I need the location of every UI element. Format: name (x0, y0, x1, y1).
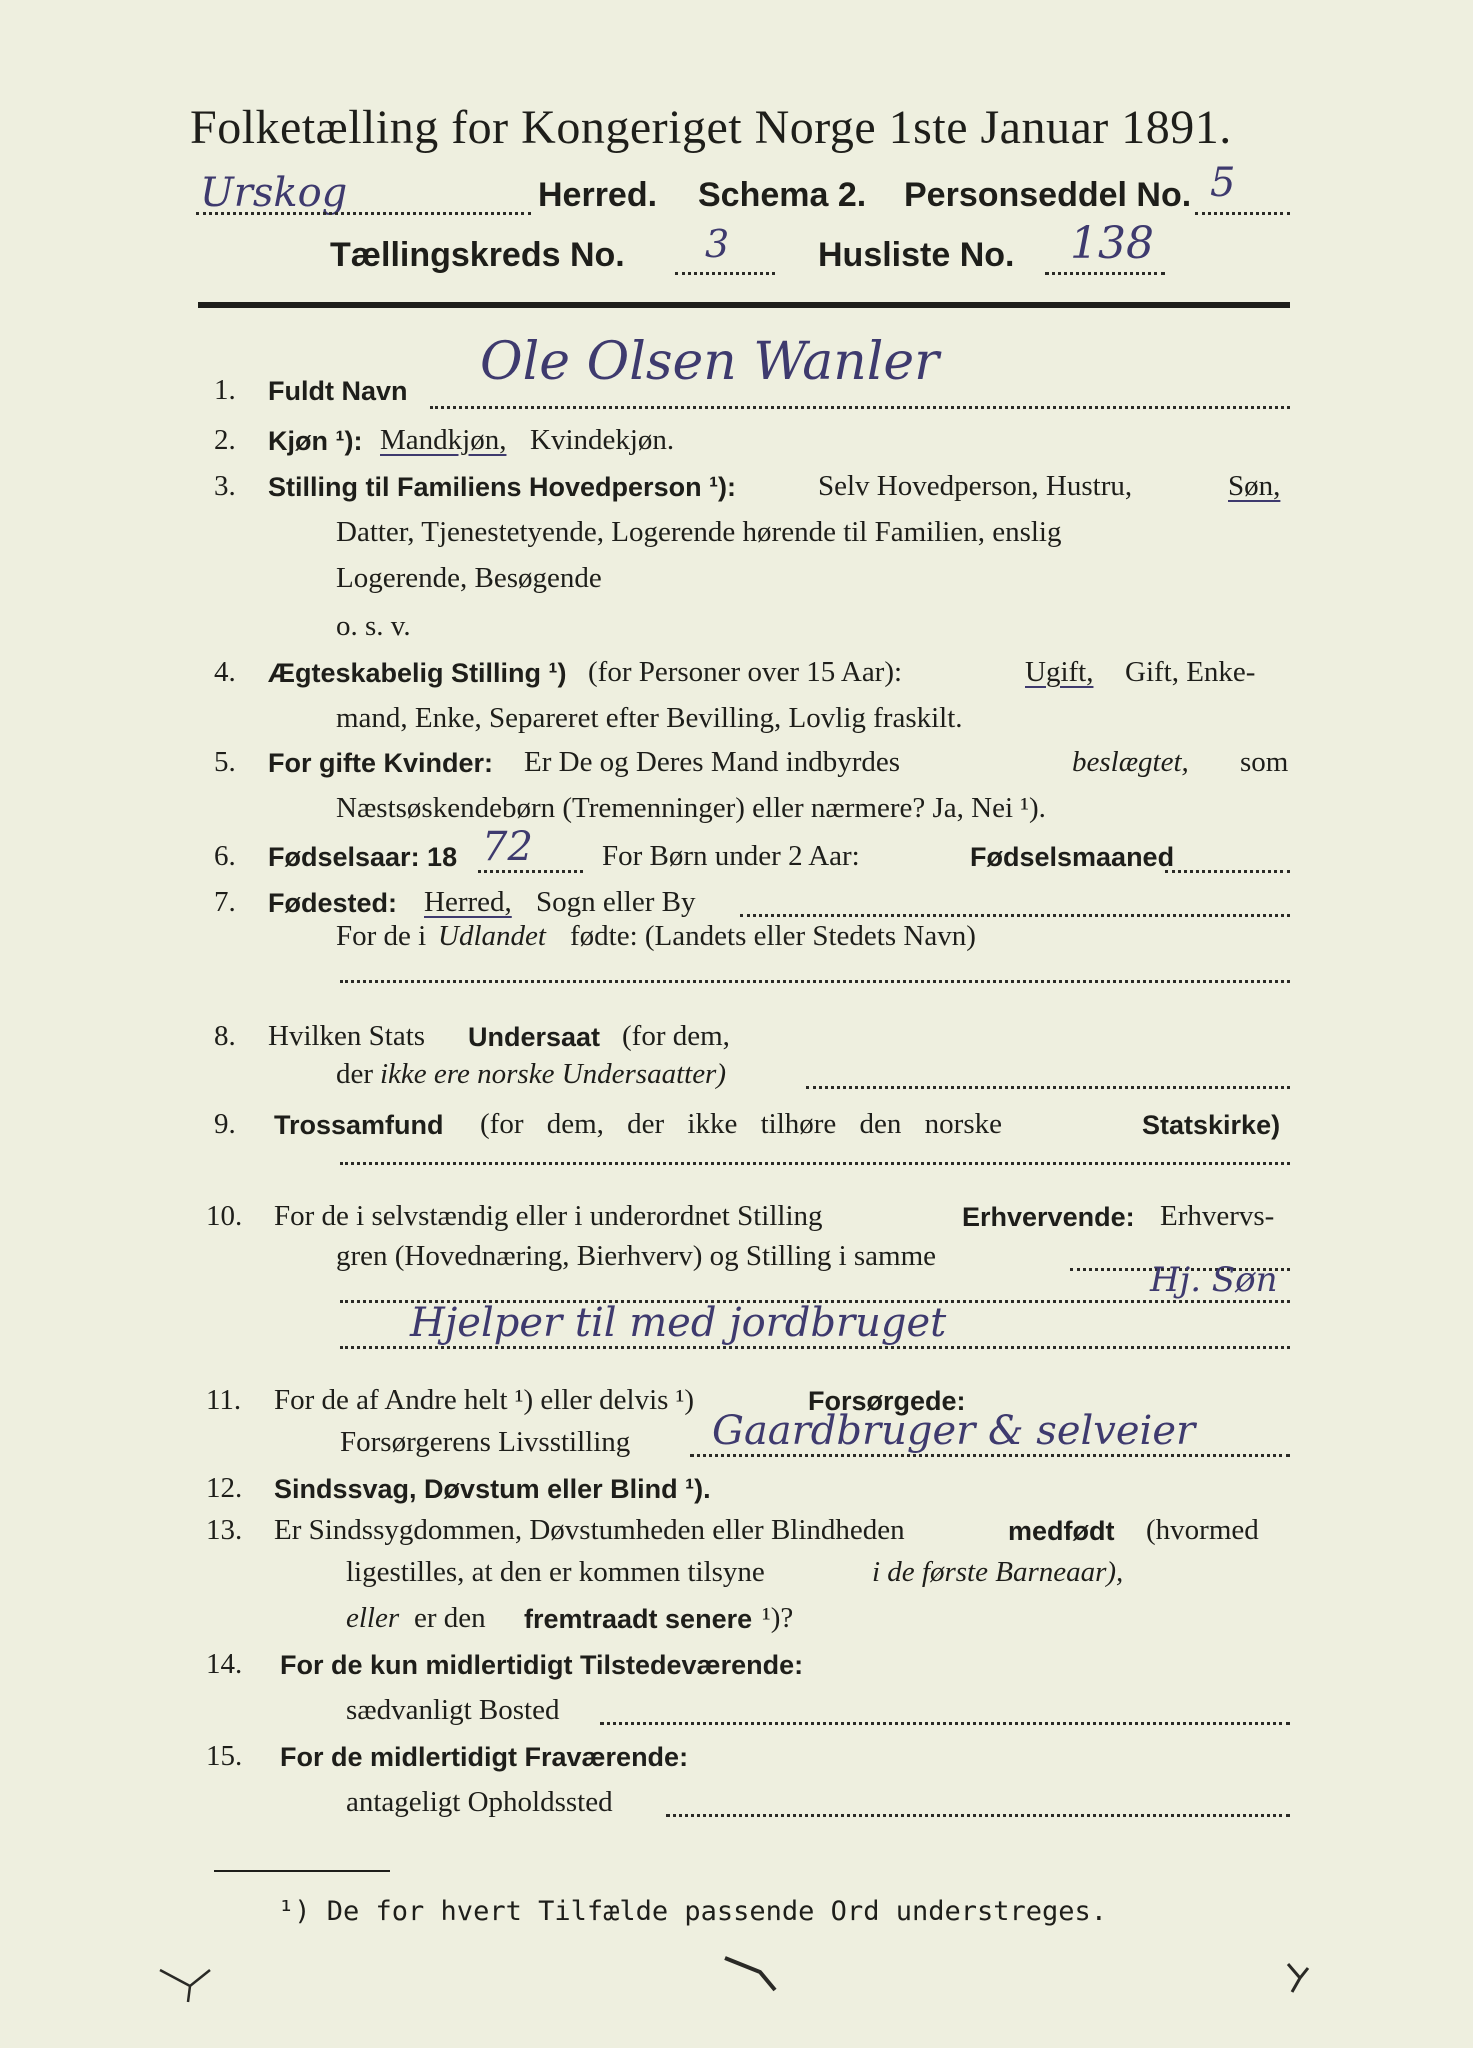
selected-option: Ugift, (1025, 656, 1094, 688)
item-label: Fødested: (268, 888, 398, 918)
husliste-label: Husliste No. (818, 236, 1015, 274)
item-number: 6. (214, 840, 236, 872)
option-text: Kvindekjøn. (530, 424, 675, 456)
herred-label: Herred. (538, 176, 658, 214)
option-text: o. s. v. (336, 610, 411, 642)
option-text: Datter, Tjenestetyende, Logerende hørende til Familien, enslig (336, 516, 1062, 548)
option-text: antageligt Opholdssted (346, 1786, 613, 1818)
footnote: ¹) De for hvert Tilfælde passende Ord understreges. (278, 1896, 1108, 1927)
dotted-line (1165, 870, 1290, 873)
item-label: Statskirke) (1142, 1110, 1281, 1140)
item-number: 10. (206, 1200, 243, 1232)
option-text: Forsørgerens Livsstilling (340, 1426, 631, 1458)
item-number: 14. (206, 1648, 243, 1680)
option-text: sædvanligt Bosted (346, 1694, 560, 1726)
option-text: fødte: (Landets eller Stedets Navn) (570, 920, 976, 952)
item-label: Sindssvag, Døvstum eller Blind ¹). (274, 1474, 711, 1504)
dotted-line (600, 1722, 1290, 1725)
option-text: gren (Hovednæring, Bierhverv) og Stilling i samme (336, 1240, 937, 1272)
option-text: eller (346, 1602, 400, 1634)
footnote-rule (214, 1870, 390, 1872)
option-text: Selv Hovedperson, Hustru, (818, 470, 1133, 502)
selected-option: Søn, (1228, 470, 1281, 502)
item-number: 8. (214, 1020, 236, 1052)
option-text: (hvormed (1146, 1514, 1259, 1546)
option-text: beslægtet, (1072, 746, 1189, 778)
item-number: 11. (206, 1384, 242, 1416)
item-number: 12. (206, 1472, 243, 1504)
option-text: For de i (336, 920, 427, 952)
husliste-value: 138 (1070, 218, 1154, 269)
item-number: 5. (214, 746, 236, 778)
item-number: 2. (214, 424, 236, 456)
husliste-dotted-line (1045, 272, 1165, 275)
item-label: For de kun midlertidigt Tilstedeværende: (280, 1650, 804, 1680)
option-text: (for dem, (622, 1020, 730, 1052)
occupation-position-value: Hj. Søn (1150, 1260, 1278, 1300)
header-rule (198, 302, 1290, 308)
option-text: er den (414, 1602, 486, 1634)
form-title: Folketælling for Kongeriget Norge 1ste Januar 1891. (190, 101, 1232, 154)
taellingskreds-label: Tællingskreds No. (330, 236, 625, 274)
item-label: medfødt (1008, 1516, 1115, 1546)
stray-marks (150, 1950, 1350, 2010)
option-text: (for Personer over 15 Aar): (588, 656, 903, 688)
dotted-line (666, 1814, 1290, 1817)
birth-year-dotted-line (478, 870, 583, 873)
birth-year-value: 72 (482, 824, 533, 870)
dotted-line (340, 980, 1290, 983)
option-text: mand, Enke, Separeret efter Bevilling, Lovlig fraskilt. (336, 702, 963, 734)
option-text: Erhvervs- (1160, 1200, 1275, 1232)
option-text: Logerende, Besøgende (336, 562, 602, 594)
item-label: Fødselsaar: 18 (268, 842, 458, 872)
item-label: Kjøn ¹): (268, 426, 363, 456)
item-number: 9. (214, 1108, 236, 1140)
herred-value: Urskog (200, 170, 348, 216)
option-text: (for dem, der ikke tilhøre den norske (480, 1108, 1002, 1140)
personseddel-dotted-line (1195, 212, 1290, 215)
option-text: ligestilles, at den er kommen tilsyne (346, 1556, 765, 1588)
item-label: Undersaat (468, 1022, 601, 1052)
herred-dotted-line (196, 212, 531, 215)
option-text: For de i selvstændig eller i underordnet Stilling (274, 1200, 823, 1232)
selected-option: Herred, (424, 886, 512, 918)
item-number: 1. (214, 374, 236, 406)
item-number: 7. (214, 886, 236, 918)
item-label: Ægteskabelig Stilling ¹) (268, 658, 567, 688)
option-text: Er Sindssygdommen, Døvstumheden eller Blindheden (274, 1514, 905, 1546)
selected-option: Mandkjøn, (380, 424, 507, 456)
schema-label: Schema 2. (698, 176, 867, 214)
option-text: Gift, Enke- (1125, 656, 1256, 688)
personseddel-value: 5 (1210, 160, 1236, 206)
option-text: Er De og Deres Mand indbyrdes (524, 746, 901, 778)
option-text: For de af Andre helt ¹) eller delvis ¹) (274, 1384, 695, 1416)
item-label: For gifte Kvinder: (268, 748, 494, 778)
item-label: Erhvervende: (962, 1202, 1135, 1232)
item-number: 3. (214, 470, 236, 502)
personseddel-label: Personseddel No. (904, 176, 1192, 214)
option-text: Næstsøskendebørn (Tremenninger) eller nærmere? Ja, Nei ¹). (336, 792, 1046, 824)
option-text: Udlandet (438, 920, 546, 952)
option-text: ¹)? (762, 1602, 794, 1634)
item-label: Forsørgede: (808, 1386, 966, 1416)
dotted-line (740, 914, 1290, 917)
item-label: fremtraadt senere (524, 1604, 753, 1634)
item-label: Fødselsmaaned (970, 842, 1175, 872)
dotted-line (340, 1162, 1290, 1165)
taellingskreds-value: 3 (705, 222, 730, 266)
item-label: Stilling til Familiens Hovedperson ¹): (268, 472, 737, 502)
occupation-value: Hjelper til med jordbruget (410, 1300, 947, 1346)
dotted-line (340, 1346, 1290, 1349)
option-text: ikke ere norske Undersaatter) (380, 1058, 727, 1090)
option-text: Sogn eller By (536, 886, 696, 918)
item-label: Trossamfund (274, 1110, 444, 1140)
taellingskreds-dotted-line (675, 272, 775, 275)
full-name-value: Ole Olsen Wanler (480, 332, 939, 392)
option-text: For Børn under 2 Aar: (602, 840, 860, 872)
dotted-line (690, 1454, 1290, 1457)
provider-occupation-value: Gaardbruger & selveier (712, 1408, 1196, 1454)
item-number: 15. (206, 1740, 243, 1772)
option-text: i de første Barneaar), (872, 1556, 1124, 1588)
option-text: der (336, 1058, 374, 1090)
dotted-line (806, 1086, 1290, 1089)
item-label: For de midlertidigt Fraværende: (280, 1742, 689, 1772)
item-number: 4. (214, 656, 236, 688)
item-label: Fuldt Navn (268, 376, 408, 406)
option-text: som (1240, 746, 1289, 778)
option-text: Hvilken Stats (268, 1020, 426, 1052)
item-number: 13. (206, 1514, 243, 1546)
name-dotted-line (430, 406, 1290, 409)
